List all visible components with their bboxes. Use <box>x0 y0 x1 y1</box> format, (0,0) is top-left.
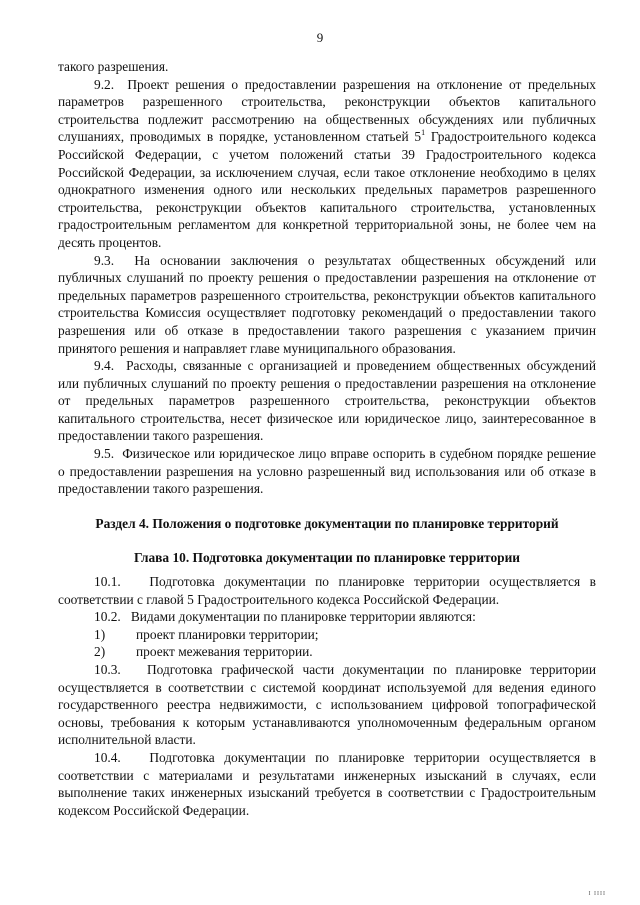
paragraph-9-5: 9.5. Физическое или юридическое лицо вправе оспорить в судебном порядке решение о предоставлении разрешения на условно разрешенный вид использования или об отказе в предоставлении такого разрешения. <box>58 446 596 497</box>
list-item-number: 1) <box>94 626 106 642</box>
list-item-text: проект планировки территории; <box>136 626 319 642</box>
document-body <box>58 58 596 819</box>
list-item-text: проект межевания территории. <box>136 644 313 660</box>
paragraph-continuation: такого разрешения. <box>58 59 169 74</box>
list-item-number: 2) <box>94 644 106 660</box>
scan-mark: I IIII <box>588 891 606 897</box>
paragraph-10-1: 10.1. Подготовка документации по планировке территории осуществляется в соответствии с главой 5 Градостроительного кодекса Российской Федерации. <box>58 574 596 607</box>
list-item <box>58 626 596 644</box>
paragraph-9-2-text-a: 9.2. Проект решения о предоставлении разрешения на отклонение от предельных параметров разрешенного строительства, реконструкции объектов капитального строительства подлежит рассмотрению на общественных обсуждениях или публичных слушаниях, проводимых в порядке, установленном статьей 5 <box>58 76 596 145</box>
paragraph-9-3: 9.3. На основании заключения о результатах общественных обсуждений или публичных слушаний по проекту решения о предоставлении разрешения на отклонение от предельных параметров разрешенного строительства, реконструкции объектов капитального строительства Комиссия осуществляет подготовку рекомендаций о предоставлении такого разрешения или об отказе в предоставлении такого разрешения с указанием причин принятого решения и направляет главе муниципального образования. <box>58 252 596 356</box>
chapter-title: Глава 10. Подготовка документации по планировке территории <box>133 550 521 566</box>
paragraph-10-3: 10.3. Подготовка графической части документации по планировке территории осуществляется в соответствии с системой координат используемой для ведения единого государственного реестра недвижимости, с использованием цифровой топографической основы, требования к которым устанавливаются уполномоченным федеральным органом исполнительной власти. <box>58 662 596 748</box>
paragraph-10-4: 10.4. Подготовка документации по планировке территории осуществляется в соответствии с материалами и результатами инженерных изысканий в случаях, если выполнение таких инженерных изысканий требуется в соответствии с Градостроительным кодексом Российской Федерации. <box>58 749 596 818</box>
paragraph-9-2 <box>58 76 596 252</box>
paragraph-9-4: 9.4. Расходы, связанные с организацией и проведением общественных обсуждений или публичных слушаний по проекту решения о предоставлении разрешения на отклонение от предельных параметров разрешенного строительства, реконструкции объектов капитального строительства, несет физическое или юридическое лицо, заинтересованное в предоставлении такого разрешения. <box>58 358 596 444</box>
paragraph-9-2-text-b: Градостроительного кодекса Российской Федерации, с учетом положений статьи 39 Градостроительного кодекса Российской Федерации, за исключением случая, если такое отклонение необходимо в целях однократного изменения одного или нескольких предельных параметров разрешенного строительства, реконструкции объектов капитального строительства, установленных градостроительным регламентом для конкретной территориальной зоны, не более чем на десять процентов. <box>58 129 596 250</box>
page-number: 9 <box>316 30 324 45</box>
list-item <box>58 643 596 661</box>
section-title: Раздел 4. Положения о подготовке документации по планировке территорий <box>95 515 559 531</box>
paragraph-10-2: 10.2. Видами документации по планировке территории являются: <box>94 609 476 625</box>
superscript-1: 1 <box>421 128 426 138</box>
